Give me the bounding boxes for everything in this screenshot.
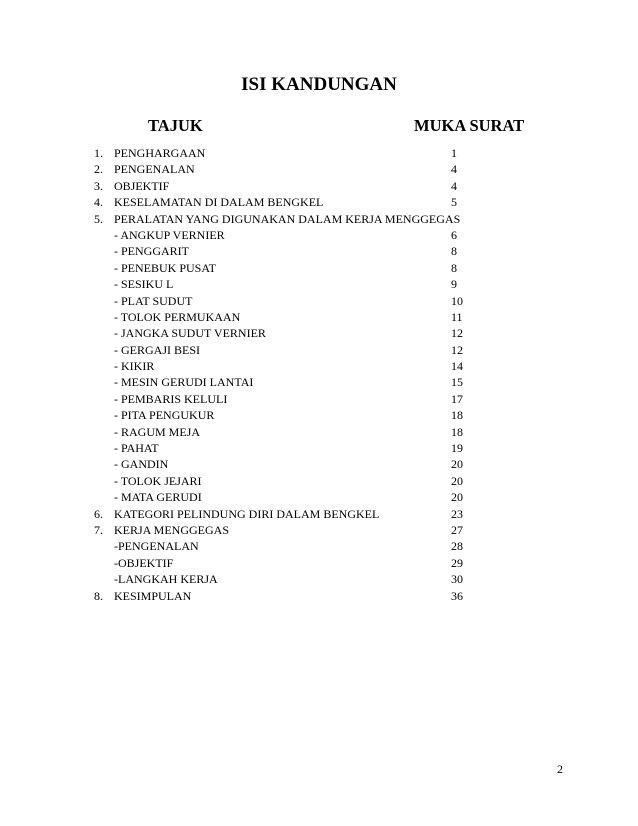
toc-entry-number: 1. bbox=[94, 146, 103, 160]
toc-entry bbox=[0, 588, 638, 604]
toc-entry bbox=[0, 555, 638, 571]
toc-entry-page: 10 bbox=[451, 293, 463, 308]
toc-entry-label: - GERGAJI BESI bbox=[114, 342, 200, 357]
toc-entry-label: - PITA PENGUKUR bbox=[114, 408, 215, 423]
toc-entry bbox=[0, 243, 638, 259]
toc-entry-page: 9 bbox=[451, 277, 457, 292]
toc-entry-label: - TOLOK JEJARI bbox=[114, 473, 202, 488]
toc-entry-label: -PENGENALAN bbox=[114, 539, 199, 554]
toc-entry bbox=[0, 374, 638, 390]
toc-entry-label: KATEGORI PELINDUNG DIRI DALAM BENGKEL bbox=[114, 506, 380, 521]
toc-entry-number: 3. bbox=[94, 178, 103, 193]
toc-entry-label: KESELAMATAN DI DALAM BENGKEL bbox=[114, 195, 324, 210]
toc-entry-label: - PEMBARIS KELULI bbox=[114, 391, 228, 406]
toc-entry-page: 27 bbox=[451, 522, 463, 537]
toc-entry bbox=[0, 309, 638, 325]
toc-entry-label: OBJEKTIF bbox=[114, 178, 170, 193]
toc-entry bbox=[0, 178, 638, 194]
toc-entry bbox=[0, 342, 638, 358]
toc-entry-page: 11 bbox=[451, 309, 463, 324]
toc-entry bbox=[0, 194, 638, 210]
toc-entry-label: -OBJEKTIF bbox=[114, 555, 174, 570]
toc-entry-label: PENGENALAN bbox=[114, 162, 195, 177]
toc-entry bbox=[0, 440, 638, 456]
toc-entry-number: 8. bbox=[94, 588, 103, 603]
toc-entry-label: PENGHARGAAN bbox=[114, 146, 206, 160]
toc-entry-label: - PAHAT bbox=[114, 441, 159, 456]
toc-entry-label: - ANGKUP VERNIER bbox=[114, 227, 225, 242]
toc-entry-page: 4 bbox=[451, 162, 457, 177]
toc-entry-page: 20 bbox=[451, 457, 463, 472]
toc-entry-label: - JANGKA SUDUT VERNIER bbox=[114, 326, 266, 341]
toc-entry-page: 18 bbox=[451, 424, 463, 439]
toc-entry-page: 20 bbox=[451, 490, 463, 505]
toc-entry bbox=[0, 293, 638, 309]
toc-entry-label: - GANDIN bbox=[114, 457, 169, 472]
toc-entry bbox=[0, 227, 638, 243]
toc-entry-page: 5 bbox=[451, 195, 457, 210]
toc-entry-page: 14 bbox=[451, 359, 463, 374]
toc-entry-number: 6. bbox=[94, 506, 103, 521]
toc-entry bbox=[0, 211, 638, 227]
toc-entry bbox=[0, 424, 638, 440]
toc-entry-page: 8 bbox=[451, 244, 457, 259]
toc-entry-page: 30 bbox=[451, 572, 463, 587]
toc-entry-label: - PENGGARIT bbox=[114, 244, 189, 259]
toc-entry bbox=[0, 522, 638, 538]
toc-entry-label: KESIMPULAN bbox=[114, 588, 192, 603]
toc-entry-label: -LANGKAH KERJA bbox=[114, 572, 218, 587]
toc-entry-page: 6 bbox=[451, 227, 457, 242]
toc-entry-label: PERALATAN YANG DIGUNAKAN DALAM KERJA MENGGEGAS bbox=[114, 211, 461, 226]
toc-entry bbox=[0, 260, 638, 276]
toc-entry-label: - PENEBUK PUSAT bbox=[114, 260, 217, 275]
toc-entry-page: 17 bbox=[451, 391, 463, 406]
toc-entry-page: 1 bbox=[451, 146, 457, 160]
toc-entry bbox=[0, 571, 638, 587]
toc-entry bbox=[0, 473, 638, 489]
toc-entry bbox=[0, 161, 638, 177]
toc-entry-label: KERJA MENGGEGAS bbox=[114, 522, 230, 537]
toc-entry-page: 19 bbox=[451, 441, 463, 456]
toc-entry bbox=[0, 145, 638, 161]
toc-entry-page: 12 bbox=[451, 342, 463, 357]
toc-entry-label: - PLAT SUDUT bbox=[114, 293, 193, 308]
toc-entry-label: - SESIKU L bbox=[114, 277, 174, 292]
toc-entry bbox=[0, 506, 638, 522]
toc-entry-label: - TOLOK PERMUKAAN bbox=[114, 309, 241, 324]
toc-entry-page: 20 bbox=[451, 473, 463, 488]
toc-entry bbox=[0, 407, 638, 423]
table-of-contents bbox=[0, 145, 638, 604]
toc-entry-number: 7. bbox=[94, 522, 103, 537]
toc-entry-label: - KIKIR bbox=[114, 359, 155, 374]
page-column-header: MUKA SURAT bbox=[414, 116, 525, 135]
toc-entry-page: 15 bbox=[451, 375, 463, 390]
toc-entry-number: 2. bbox=[94, 162, 103, 177]
toc-entry-page: 28 bbox=[451, 539, 463, 554]
toc-entry-page: 23 bbox=[451, 506, 463, 521]
toc-entry bbox=[0, 358, 638, 374]
toc-entry-page: 4 bbox=[451, 178, 457, 193]
toc-entry bbox=[0, 538, 638, 554]
toc-entry-label: - MESIN GERUDI LANTAI bbox=[114, 375, 254, 390]
topic-column-header: TAJUK bbox=[148, 116, 203, 135]
toc-entry-number: 4. bbox=[94, 195, 103, 210]
toc-entry bbox=[0, 489, 638, 505]
toc-entry-page: 18 bbox=[451, 408, 463, 423]
toc-entry-label: - RAGUM MEJA bbox=[114, 424, 201, 439]
toc-entry bbox=[0, 391, 638, 407]
toc-entry-page: 36 bbox=[451, 588, 463, 603]
page-number: 2 bbox=[557, 762, 563, 776]
toc-entry-page: 29 bbox=[451, 555, 463, 570]
toc-entry-number: 5. bbox=[94, 211, 103, 226]
toc-entry bbox=[0, 456, 638, 472]
toc-entry-page: 8 bbox=[451, 260, 457, 275]
toc-entry bbox=[0, 325, 638, 341]
toc-entry bbox=[0, 276, 638, 292]
toc-entry-page: 12 bbox=[451, 326, 463, 341]
toc-entry-label: - MATA GERUDI bbox=[114, 490, 202, 505]
page-title: ISI KANDUNGAN bbox=[241, 74, 397, 95]
